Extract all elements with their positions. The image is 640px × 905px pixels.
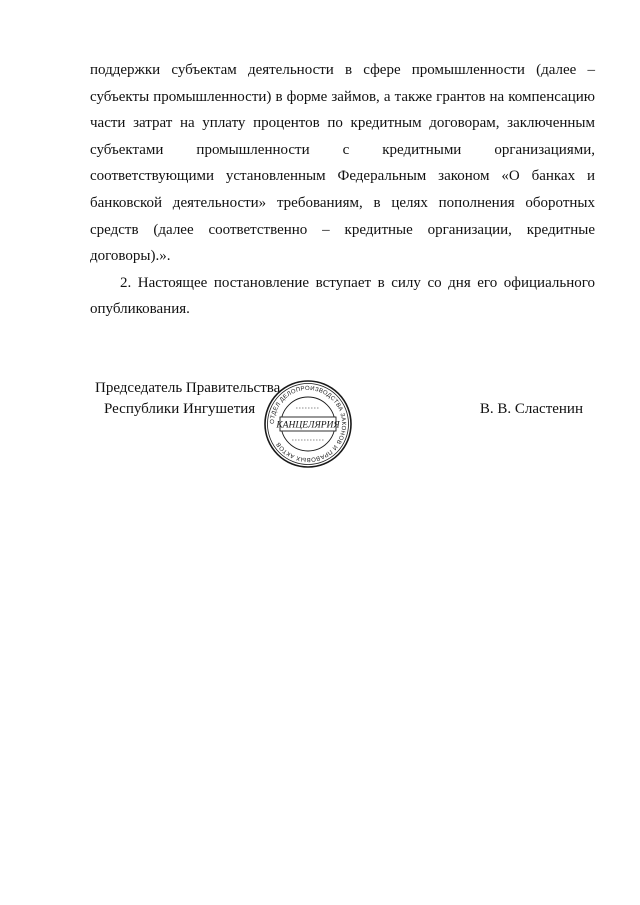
signatory-name: В. В. Сластенин [479, 401, 583, 417]
signature-block [0, 378, 640, 468]
paragraph-continuation: поддержки субъектам деятельности в сфере промышленности (далее – субъекты промышленности) в форме займов, а также грантов на компенсацию части затрат на уплату процентов по кредитным договорам, заключенным субъектами промышленности с кредитными организациями, соответствующими установленным Федеральным законом «О банках и банковской деятельности» требованиям, в целях пополнения оборотных средств (далее соответственно – кредитные организации, кредитные договоры).». [90, 62, 595, 265]
document-body [90, 57, 595, 323]
stamp-center-text: КАНЦЕЛЯРИЯ [276, 420, 340, 431]
signatory-title-line-1: Председатель Правительства [95, 380, 281, 396]
signatory-title-line-2: Республики Ингушетия [104, 401, 256, 417]
stamp-ring-text: ОТДЕЛ ДЕЛОПРОИЗВОДСТВА ЗАКОНОВ И ПРАВОВЫХ АКТОВ [269, 385, 347, 463]
paragraph-effective-date: 2. Настоящее постановление вступает в силу со дня его официального опубликования. [90, 274, 595, 318]
official-stamp-icon [262, 378, 354, 470]
